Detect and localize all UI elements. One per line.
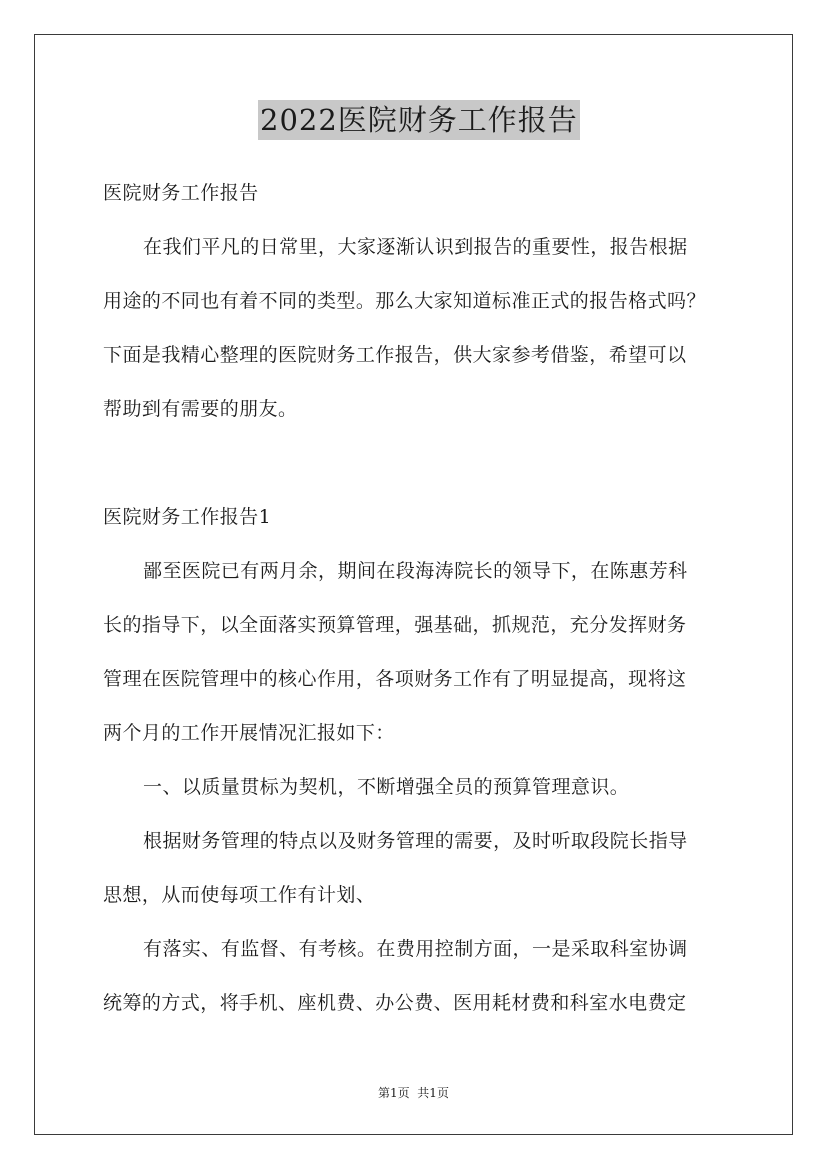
paragraph-line: 统筹的方式，将手机、座机费、办公费、医用耗材费和科室水电费定	[103, 992, 687, 1014]
paragraph-line: 两个月的工作开展情况汇报如下：	[103, 722, 395, 744]
list-heading: 一、以质量贯标为契机，不断增强全员的预算管理意识。	[143, 776, 630, 798]
page-number-footer: 第1页 共1页	[378, 1086, 449, 1100]
paragraph-line: 下面是我精心整理的医院财务工作报告，供大家参考借鉴，希望可以	[103, 344, 687, 366]
paragraph-line: 根据财务管理的特点以及财务管理的需要，及时听取段院长指导	[143, 830, 688, 852]
document-title: 2022医院财务工作报告	[258, 100, 580, 140]
paragraph-line: 思想，从而使每项工作有计划、	[103, 884, 376, 906]
paragraph-line: 用途的不同也有着不同的类型。那么大家知道标准正式的报告格式吗？	[103, 290, 706, 312]
paragraph-line: 帮助到有需要的朋友。	[103, 398, 298, 420]
paragraph-line: 管理在医院管理中的核心作用，各项财务工作有了明显提高，现将这	[103, 668, 687, 690]
paragraph-line: 长的指导下，以全面落实预算管理，强基础，抓规范，充分发挥财务	[103, 614, 687, 636]
subtitle-line: 医院财务工作报告	[103, 182, 259, 204]
paragraph-line: 有落实、有监督、有考核。在费用控制方面，一是采取科室协调	[143, 938, 688, 960]
paragraph-line: 在我们平凡的日常里，大家逐渐认识到报告的重要性，报告根据	[143, 236, 688, 258]
paragraph-line: 鄙至医院已有两月余，期间在段海涛院长的领导下，在陈惠芳科	[143, 560, 688, 582]
section-heading: 医院财务工作报告1	[103, 506, 272, 528]
